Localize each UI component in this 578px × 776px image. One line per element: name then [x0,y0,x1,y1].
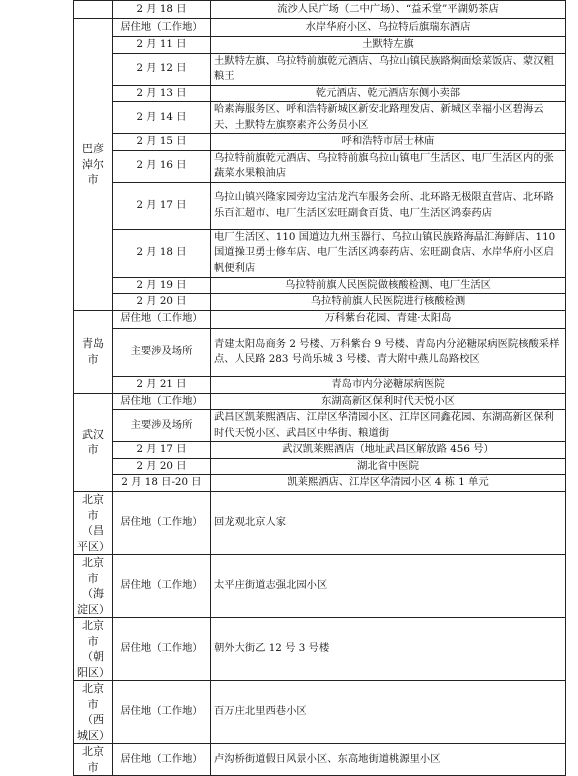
place-cell: 太平庄街道志强北园小区 [211,555,566,618]
table-row [74,19,566,37]
date-cell: 2 月 21 日 [113,376,211,393]
place-cell: 土默特左旗 [211,37,566,54]
date-cell: 2 月 14 日 [113,102,211,134]
place-cell: 东湖高新区保利时代天悦小区 [211,393,566,410]
table-row [74,376,566,393]
city-cell: 青岛市 [74,310,113,393]
place-cell: 青岛市内分泌糖尿病医院 [211,376,566,393]
date-cell: 2 月 19 日 [113,277,211,294]
date-cell: 2 月 13 日 [113,85,211,102]
city-cell: 北京市（西城区） [74,681,113,744]
date-cell: 居住地（工作地） [113,310,211,328]
date-cell: 2 月 12 日 [113,53,211,85]
table-row [74,328,566,376]
place-cell: 回龙观北京人家 [211,492,566,555]
city-cell: 武汉市 [74,393,113,492]
date-cell: 2 月 18 日 [113,1,211,19]
table-row [74,555,566,618]
date-cell: 主要涉及场所 [113,328,211,376]
table-row [74,618,566,681]
city-cell: 巴彦淖尔市 [74,19,113,311]
date-cell: 居住地（工作地） [113,19,211,37]
place-cell: 青建太阳岛商务 2 号楼、万科紫台 9 号楼、青岛内分泌糖尿病医院核酸采样点、人民路 283 号尚乐城 3 号楼、青大附中燕儿岛路校区 [211,328,566,376]
place-cell: 哈素海服务区、呼和浩特新城区新安北路理发店、新城区幸福小区碧海云天、土默特左旗察素齐公务员小区 [211,102,566,134]
date-cell: 主要涉及场所 [113,410,211,442]
table-row [74,182,566,229]
city-cell: 北京市（昌平区） [74,492,113,555]
date-cell: 居住地（工作地） [113,393,211,410]
place-cell: 电厂生活区、110 国道边九州玉器行、乌拉山镇民族路海晶汇海鲜店、110 国道操卫勇士修车店、电厂生活区鸿泰药店、宏旺副食店、水岸华府小区启帆便利店 [211,229,566,277]
date-cell: 2 月 15 日 [113,134,211,151]
table-row [74,475,566,492]
date-cell: 2 月 20 日 [113,458,211,475]
date-cell: 2 月 17 日 [113,442,211,459]
city-cell: 北京市（朝阳区） [74,618,113,681]
place-cell: 乾元酒店、乾元酒店东侧小卖部 [211,85,566,102]
table-row [74,277,566,294]
table-row [74,492,566,555]
date-cell: 居住地（工作地） [113,555,211,618]
table-row [74,294,566,311]
table-row [74,53,566,85]
table-row [74,150,566,182]
table-row [74,393,566,410]
date-cell: 2 月 18 日-20 日 [113,475,211,492]
date-cell: 居住地（工作地） [113,681,211,744]
date-cell: 2 月 11 日 [113,37,211,54]
table-row [74,310,566,328]
table-row [74,681,566,744]
table-row [74,102,566,134]
place-cell: 朝外大街乙 12 号 3 号楼 [211,618,566,681]
date-cell: 居住地（工作地） [113,744,211,776]
place-cell: 流沙人民广场（二中广场）、“益禾堂”平湖奶茶店 [211,1,566,19]
place-cell: 乌拉特前旗人民医院进行核酸检测 [211,294,566,311]
table-body [74,1,566,776]
table-row [74,229,566,277]
date-cell: 居住地（工作地） [113,618,211,681]
epidemic-locations-table [73,0,566,776]
table-row [74,442,566,459]
place-cell: 凯莱熙酒店、江岸区华清园小区 4 栋 1 单元 [211,475,566,492]
date-cell: 2 月 16 日 [113,150,211,182]
date-cell: 2 月 18 日 [113,229,211,277]
place-cell: 卢沟桥街道假日风景小区、东高地街道桃源里小区 [211,744,566,776]
city-cell-continued [74,1,113,19]
table-row [74,744,566,776]
table-row [74,410,566,442]
place-cell: 乌拉山镇兴隆家园旁边宝沽龙汽车服务会所、北环路无极限直营店、北环路乐百汇超市、电厂生活区宏旺副食百货、电厂生活区鸿泰药店 [211,182,566,229]
city-cell: 北京市（海淀区） [74,555,113,618]
date-cell: 2 月 20 日 [113,294,211,311]
place-cell: 水岸华府小区、乌拉特后旗瑞东酒店 [211,19,566,37]
place-cell: 武昌区凯莱熙酒店、江岸区华清园小区、江岸区同鑫花园、东湖高新区保利时代天悦小区、武昌区中华街、粮道街 [211,410,566,442]
place-cell: 湖北省中医院 [211,458,566,475]
city-cell: 北京市 [74,744,113,776]
table-row [74,37,566,54]
date-cell: 2 月 17 日 [113,182,211,229]
place-cell: 呼和浩特市居士林庙 [211,134,566,151]
place-cell: 百万庄北里西巷小区 [211,681,566,744]
place-cell: 乌拉特前旗人民医院做核酸检测、电厂生活区 [211,277,566,294]
date-cell: 居住地（工作地） [113,492,211,555]
table-row [74,458,566,475]
place-cell: 武汉凯莱熙酒店（地址武昌区解放路 456 号） [211,442,566,459]
place-cell: 乌拉特前旗乾元酒店、乌拉特前旗乌拉山镇电厂生活区、电厂生活区内的张蔬菜水果粮油店 [211,150,566,182]
table-row [74,85,566,102]
table-row [74,134,566,151]
place-cell: 万科紫台花园、青建·太阳岛 [211,310,566,328]
place-cell: 土默特左旗、乌拉特前旗乾元酒店、乌拉山镇民族路焖面烩菜饭店、蒙汉粗粮王 [211,53,566,85]
table-row [74,1,566,19]
